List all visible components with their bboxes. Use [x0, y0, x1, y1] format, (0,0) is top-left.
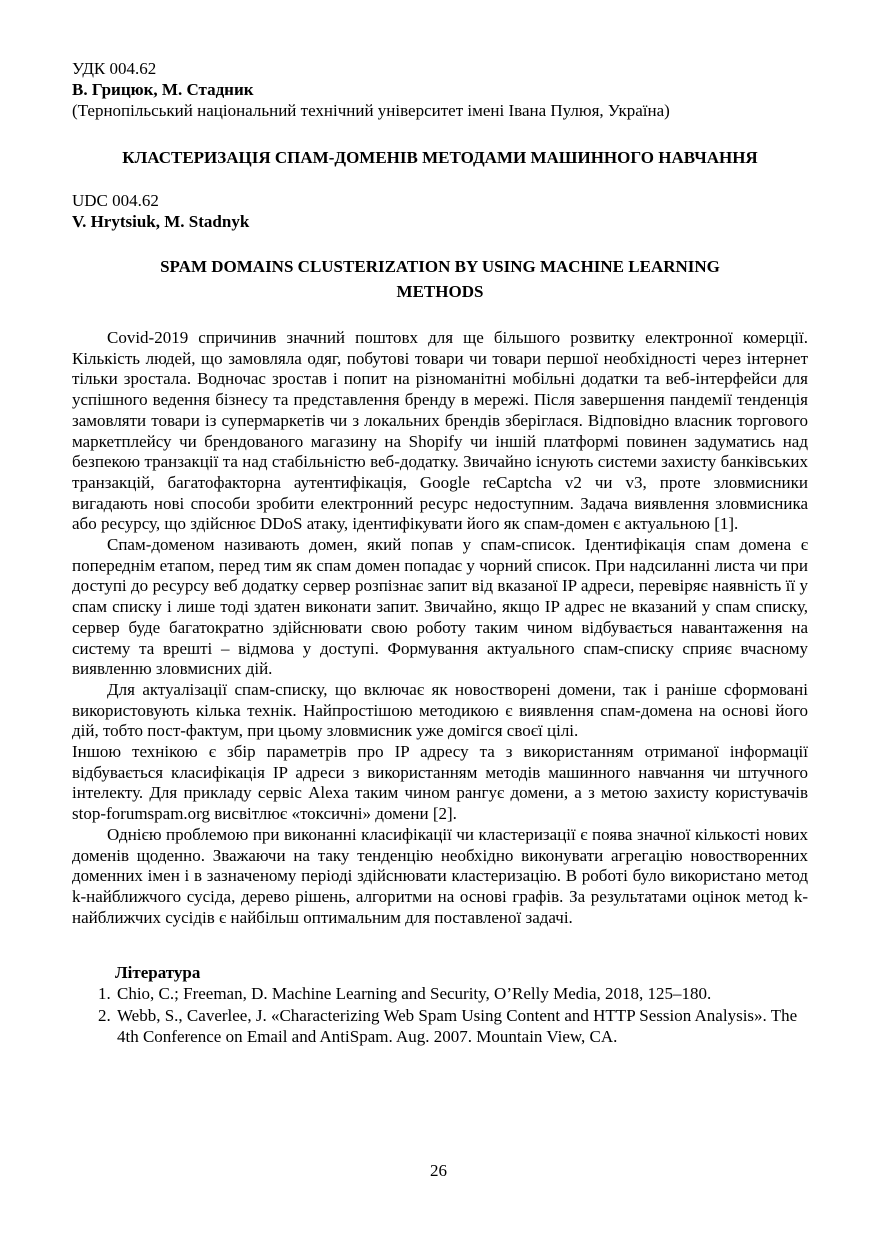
- title-english: SPAM DOMAINS CLUSTERIZATION BY USING MACHINE LEARNING METHODS: [160, 257, 720, 301]
- reference-number: 1.: [98, 984, 111, 1004]
- english-header-block: [72, 190, 808, 232]
- abstract-body: [72, 328, 808, 928]
- udc-code-en: UDC 004.62: [72, 191, 159, 210]
- reference-text: Chio, C.; Freeman, D. Machine Learning and Security, O’Relly Media, 2018, 125–180.: [117, 984, 712, 1004]
- abstract-paragraph-4: Іншою технікою є збір параметрів про IP адресу та з використанням отриманої інформації відбувається класифікація IP адреси з використанням методів машинного навчання чи штучного інтелекту. Для прикладу сервіс Alexa таким чином рангує домени, а з метою захисту користувачів stop-forumspam.org висвітлює «токсичні» домени [2].: [72, 742, 808, 824]
- udk-code-ua: УДК 004.62: [72, 59, 157, 78]
- references-heading: Література: [115, 963, 201, 983]
- reference-text: Webb, S., Caverlee, J. «Characterizing Web Spam Using Content and HTTP Session Analysis». The 4th Conference on Email and AntiSpam. Aug. 2007. Mountain View, CA.: [117, 1005, 798, 1047]
- abstract-paragraph-1: Covid-2019 спричинив значний поштовх для ще більшого розвитку електронної комерції. Кількість людей, що замовляла одяг, побутові товари чи товари першої необхідності через інтернет тільки зростала. Водночас зростав і попит на різноманітні мобільні додатки та веб-інтерфейси для успішного ведення бізнесу та представлення бренду в мережі. Після завершення пандемії тенденція замовляти товари із супермаркетів чи з локальних брендів зберіглася. Відповідно власник торгового маркетплейсу чи брендованого магазину на Shopify чи іншій платформі повинен задуматись над безпекою транзакції та над стабільністю веб-додатку. Звичайно існують системи захисту банківських транзакцій, багатофакторна аутентифікація, Google reCaptcha v2 чи v3, проте зловмисники вигадають нові способи зробити електронний ресурс недоступним. Задача виявлення зловмисника або ресурсу, що здійснює DDoS атаку, ідентифікувати його як спам-домен є актуальною [1].: [72, 328, 808, 534]
- affiliation: (Тернопільський національний технічний університет імені Івана Пулюя, Україна): [72, 101, 670, 120]
- reference-item: [72, 983, 808, 1005]
- header-block: [72, 58, 808, 121]
- abstract-paragraph-3: Для актуалізації спам-списку, що включає як новостворені домени, так і раніше сформовані використовують кілька технік. Найпростішою методикою є виявлення спам-домена на основі його дій, тобто пост-фактум, при цьому зловмисник уже домігся своєї цілі.: [72, 679, 808, 741]
- abstract-paragraph-5: Однією проблемою при виконанні класифікації чи кластеризації є поява значної кількості нових доменів щоденно. Зважаючи на таку тенденцію необхідно виконувати агрегацію новостворенних доменних імен і в зазначеному періоді здійснювати кластеризацію. В роботі було використано метод k-найближчого сусіда, дерево рішень, алгоритми на основі графів. За результатами оцінок метод k-найближчих сусідів є найбільш оптимальним для поставленої задачі.: [72, 824, 808, 927]
- authors-en: V. Hrytsiuk, M. Stadnyk: [72, 212, 250, 231]
- abstract-paragraph-2: Спам-доменом називають домен, який попав у спам-список. Ідентифікація спам домена є попереднім етапом, перед тим як спам домен попадає у чорний список. При надсиланні листа чи при доступі до ресурсу веб додатку сервер розпізнає запит від вказаної IP адреси, перевіряє наявність її у спам списку і лише тоді здатен виконати запит. Звичайно, якщо IP адрес не вказаний у спам списку, сервер буде багатократно здійснювати свою роботу таким чином відбувається навантаження на систему та врешті – відмова у доступі. Формування актуального спам-списку сприяє вчасному виявленню зловмисних дій.: [72, 535, 808, 679]
- title-ukrainian: КЛАСТЕРИЗАЦІЯ СПАМ-ДОМЕНІВ МЕТОДАМИ МАШИННОГО НАВЧАННЯ: [122, 148, 758, 167]
- reference-item: [72, 1005, 808, 1048]
- reference-number: 2.: [98, 1005, 111, 1025]
- references-section: [72, 962, 808, 1048]
- page-number: 26: [430, 1161, 447, 1180]
- authors-ua: В. Грицюк, М. Стадник: [72, 80, 254, 99]
